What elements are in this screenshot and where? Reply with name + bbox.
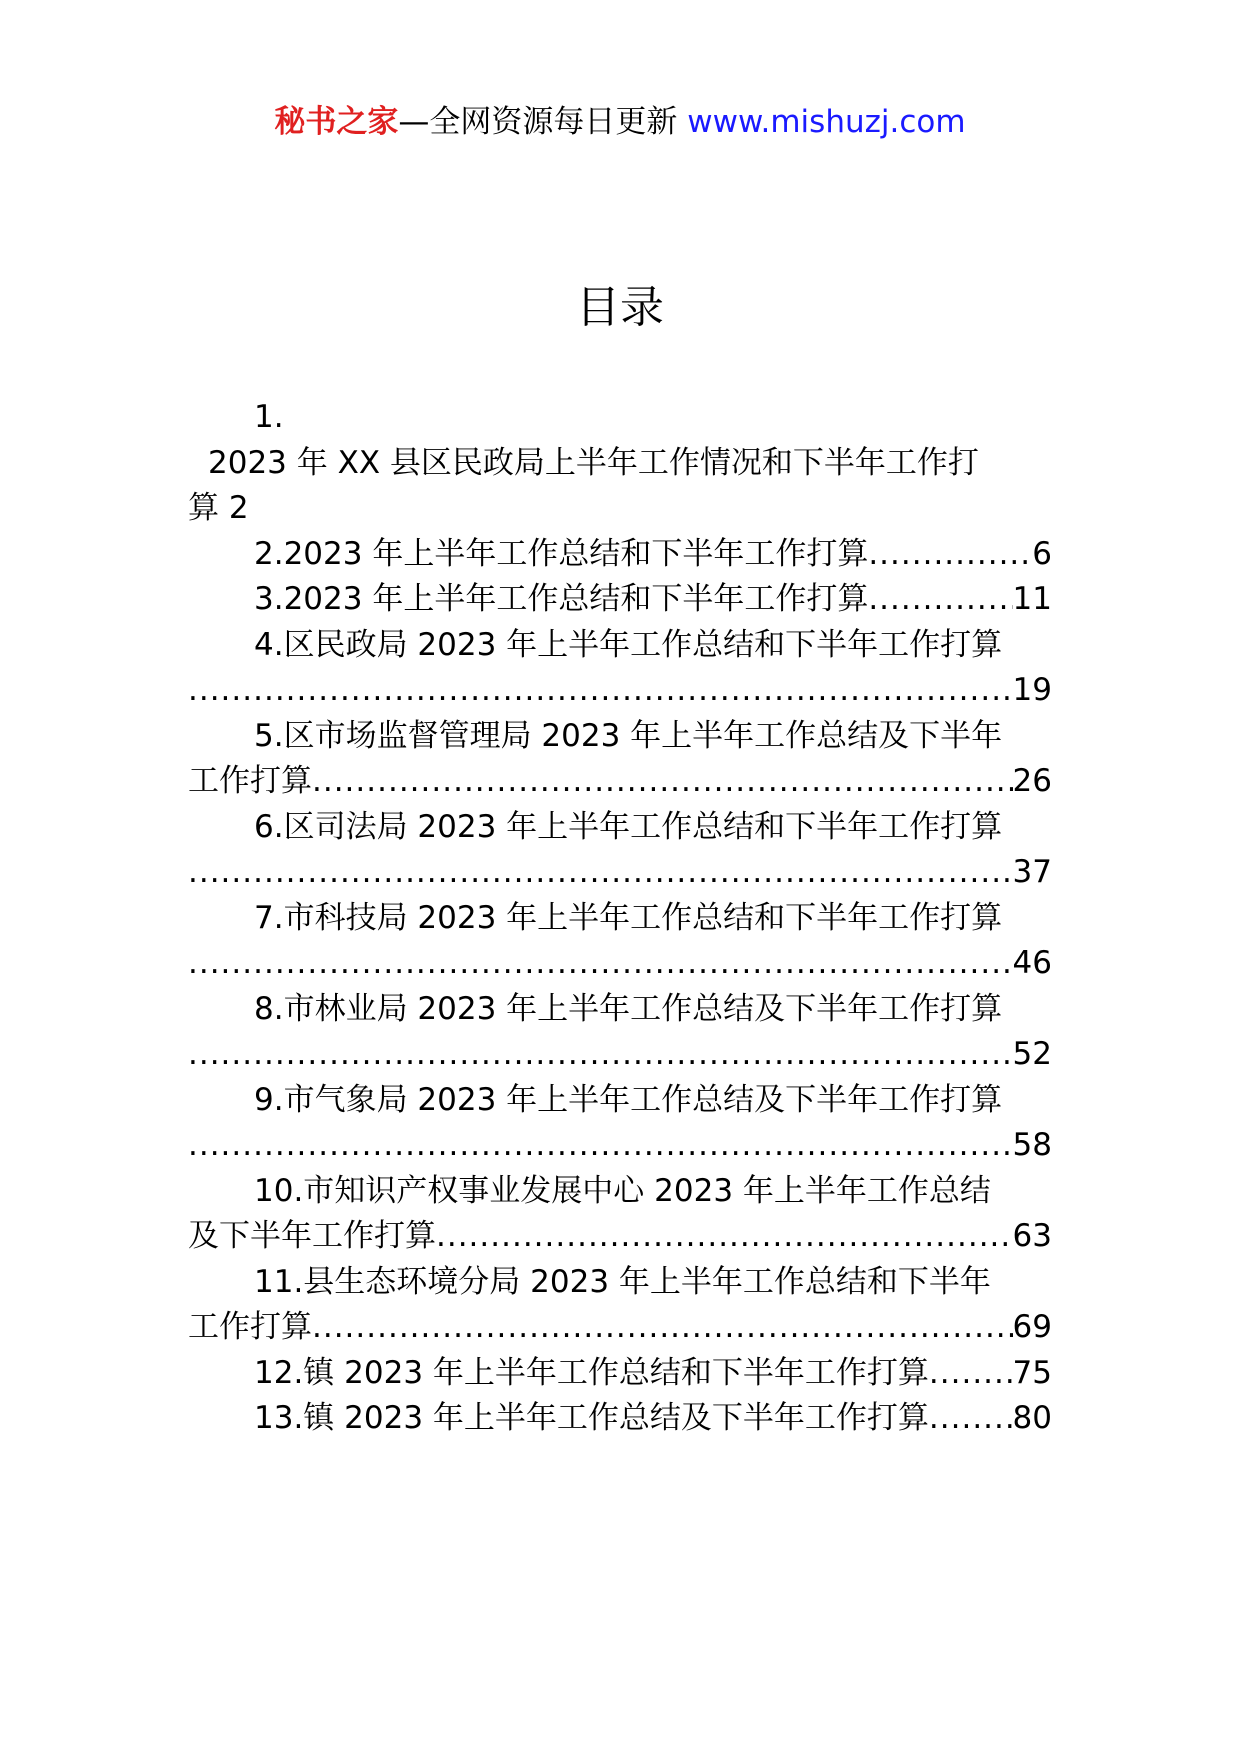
page-title: 目录	[576, 282, 664, 333]
toc-entry-text: 9.市气象局 2023 年上半年工作总结及下半年工作打算	[254, 1081, 1003, 1118]
toc-entry-text: 12.镇 2023 年上半年工作总结和下半年工作打算	[254, 1354, 929, 1391]
toc-page-number: 80	[1012, 1400, 1052, 1436]
dot-leader	[312, 1305, 1013, 1351]
toc-page-number: 37	[1012, 854, 1052, 890]
toc-entry-text: 8.市林业局 2023 年上半年工作总结及下半年工作打算	[254, 990, 1003, 1027]
toc-entry-text: 3.2023 年上半年工作总结和下半年工作打算	[254, 581, 869, 617]
page-header	[0, 100, 1240, 144]
toc-entry-3[interactable]	[188, 577, 1052, 623]
toc-entry-5-page[interactable]	[188, 759, 1052, 805]
toc-entry-text: 7.市科技局 2023 年上半年工作总结和下半年工作打算	[254, 899, 1003, 936]
toc-entry-number: 1.	[254, 399, 284, 435]
toc-entry-7-page[interactable]	[188, 941, 1052, 987]
toc-entry-text: 4.区民政局 2023 年上半年工作总结和下半年工作打算	[254, 626, 1003, 663]
toc-entry-9-page[interactable]	[188, 1123, 1052, 1169]
dot-leader	[436, 1214, 1013, 1260]
toc-entry-2[interactable]	[188, 532, 1052, 578]
toc-page-number: 19	[1012, 672, 1052, 708]
dot-leader	[868, 532, 1032, 578]
toc-page-number: 58	[1012, 1127, 1052, 1163]
dot-leader	[188, 1123, 1013, 1169]
toc-entry-text: 10.市知识产权事业发展中心 2023 年上半年工作总结	[254, 1172, 991, 1209]
toc-entry-6-page[interactable]	[188, 850, 1052, 896]
toc-entry-1-title[interactable]	[188, 441, 1052, 487]
toc-page-number: 75	[1012, 1354, 1052, 1391]
toc-entry-5-title[interactable]	[188, 714, 1052, 760]
toc-entry-text: 工作打算	[188, 1309, 312, 1345]
toc-entry-4-title[interactable]	[188, 623, 1052, 669]
toc-entry-1-page[interactable]	[188, 486, 1052, 532]
toc-entry-11-title[interactable]	[188, 1260, 1052, 1306]
table-of-contents	[188, 395, 1052, 1442]
toc-entry-11-page[interactable]	[188, 1305, 1052, 1351]
toc-entry-4-page[interactable]	[188, 668, 1052, 714]
toc-entry-9-title[interactable]	[188, 1078, 1052, 1124]
dot-leader	[188, 941, 1013, 987]
toc-entry-10-page[interactable]	[188, 1214, 1052, 1260]
toc-entry-text: 工作打算	[188, 763, 312, 799]
toc-page-number: 26	[1012, 763, 1052, 799]
dot-leader	[188, 668, 1013, 714]
toc-entry-text: 5.区市场监督管理局 2023 年上半年工作总结及下半年	[254, 717, 1003, 754]
toc-entry-text: 6.区司法局 2023 年上半年工作总结和下半年工作打算	[254, 808, 1003, 845]
toc-entry-text: 2023 年 XX 县区民政局上半年工作情况和下半年工作打	[208, 444, 979, 481]
header-tagline: —全网资源每日更新	[398, 104, 678, 140]
toc-entry-text: 11.县生态环境分局 2023 年上半年工作总结和下半年	[254, 1263, 991, 1300]
site-link[interactable]: www.mishuzj.com	[687, 104, 966, 140]
toc-entry-text: 算 2	[188, 490, 249, 526]
toc-entry-8-title[interactable]	[188, 987, 1052, 1033]
toc-page-number: 63	[1012, 1218, 1052, 1254]
toc-entry-10-title[interactable]	[188, 1169, 1052, 1215]
toc-entry-1-number[interactable]	[188, 395, 1052, 441]
toc-entry-8-page[interactable]	[188, 1032, 1052, 1078]
toc-entry-6-title[interactable]	[188, 805, 1052, 851]
toc-page-number: 11	[1012, 581, 1052, 617]
dot-leader	[188, 850, 1013, 896]
toc-entry-12[interactable]	[188, 1351, 1052, 1397]
toc-entry-text: 及下半年工作打算	[188, 1218, 436, 1254]
dot-leader	[929, 1396, 1013, 1442]
toc-entry-7-title[interactable]	[188, 896, 1052, 942]
toc-entry-13[interactable]	[188, 1396, 1052, 1442]
toc-page-number: 69	[1012, 1309, 1052, 1345]
toc-entry-text: 2.2023 年上半年工作总结和下半年工作打算	[254, 535, 869, 572]
toc-page-number: 46	[1012, 945, 1052, 981]
toc-page-number: 52	[1012, 1036, 1052, 1072]
brand-name: 秘书之家	[274, 104, 399, 140]
toc-entry-text: 13.镇 2023 年上半年工作总结及下半年工作打算	[254, 1400, 929, 1436]
dot-leader	[188, 1032, 1013, 1078]
toc-page-number: 6	[1032, 535, 1052, 572]
dot-leader	[312, 759, 1013, 805]
dot-leader	[929, 1351, 1013, 1397]
dot-leader	[868, 577, 1012, 623]
